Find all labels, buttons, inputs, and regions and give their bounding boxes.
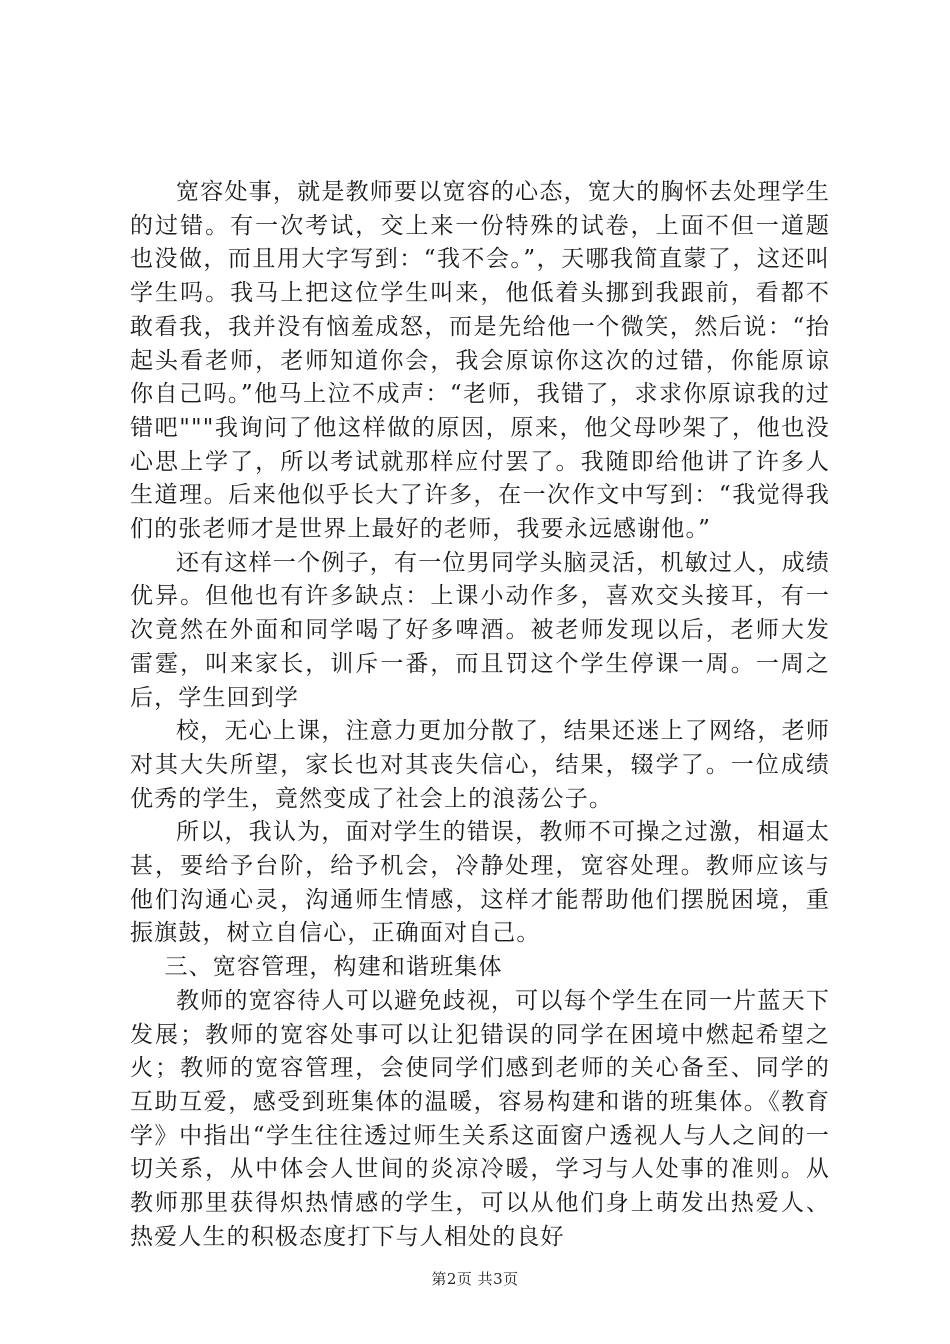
page-number-footer: 第2页 共3页 (431, 1270, 519, 1288)
paragraph-lenient-handling: 宽容处事，就是教师要以宽容的心态，宽大的胸怀去处理学生的过错。有一次考试，交上来一份特殊的试卷，上面不但一道题也没做，而且用大字写到：“我不会。”，天哪我简直蒙了，这还叫学生吗。我马上把这位学生叫来，他低着头挪到我跟前，看都不敢看我，我并没有恼羞成怒，而是先给他一个微笑，然后说：“抬起头看老师，老师知道你会，我会原谅你这次的过错，你能原谅你自己吗。”他马上泣不成声：“老师，我错了，求求你原谅我的过错吧"""我询问了他这样做的原因，原来，他父母吵架了，他也没心思上学了，所以考试就那样应付罢了。我随即给他讲了许多人生道理。后来他似乎长大了许多，在一次作文中写到：“我觉得我们的张老师才是世界上最好的老师，我要永远感谢他。” (130, 179, 830, 543)
document-body (130, 176, 830, 1255)
paragraph-conclusion: 所以，我认为，面对学生的错误，教师不可操之过激，相逼太甚，要给予台阶，给予机会，冷静处理，宽容处理。教师应该与他们沟通心灵，沟通师生情感，这样才能帮助他们摆脱困境，重振旗鼓，树立自信心，正确面对自己。 (130, 819, 830, 947)
section-heading: 三、宽容管理，构建和谐班集体 (164, 954, 503, 981)
paragraph-lenient-management: 教师的宽容待人可以避免歧视，可以每个学生在同一片蓝天下发展；教师的宽容处事可以让犯错误的同学在困境中燃起希望之火；教师的宽容管理，会使同学们感到老师的关心备至、同学的互助互爱，感受到班集体的温暖，容易构建和谐的班集体。《教育学》中指出“学生往往透过师生关系这面窗户透视人与人之间的一切关系，从中体会人世间的炎凉冷暖，学习与人处事的准则。从教师那里获得炽热情感的学生，可以从他们身上萌发出热爱人、热爱人生的积极态度打下与人相处的良好 (130, 987, 830, 1250)
paragraph-example-consequence: 校，无心上课，注意力更加分散了，结果还迷上了网络，老师对其大失所望，家长也对其丧失信心，结果，辍学了。一位成绩优秀的学生，竟然变成了社会上的浪荡公子。 (130, 718, 830, 812)
paragraph-example-student: 还有这样一个例子，有一位男同学头脑灵活，机敏过人，成绩优异。但他也有许多缺点：上课小动作多，喜欢交头接耳，有一次竟然在外面和同学喝了好多啤酒。被老师发现以后，老师大发雷霆，叫来家长，训斥一番，而且罚这个学生停课一周。一周之后，学生回到学 (130, 549, 830, 711)
